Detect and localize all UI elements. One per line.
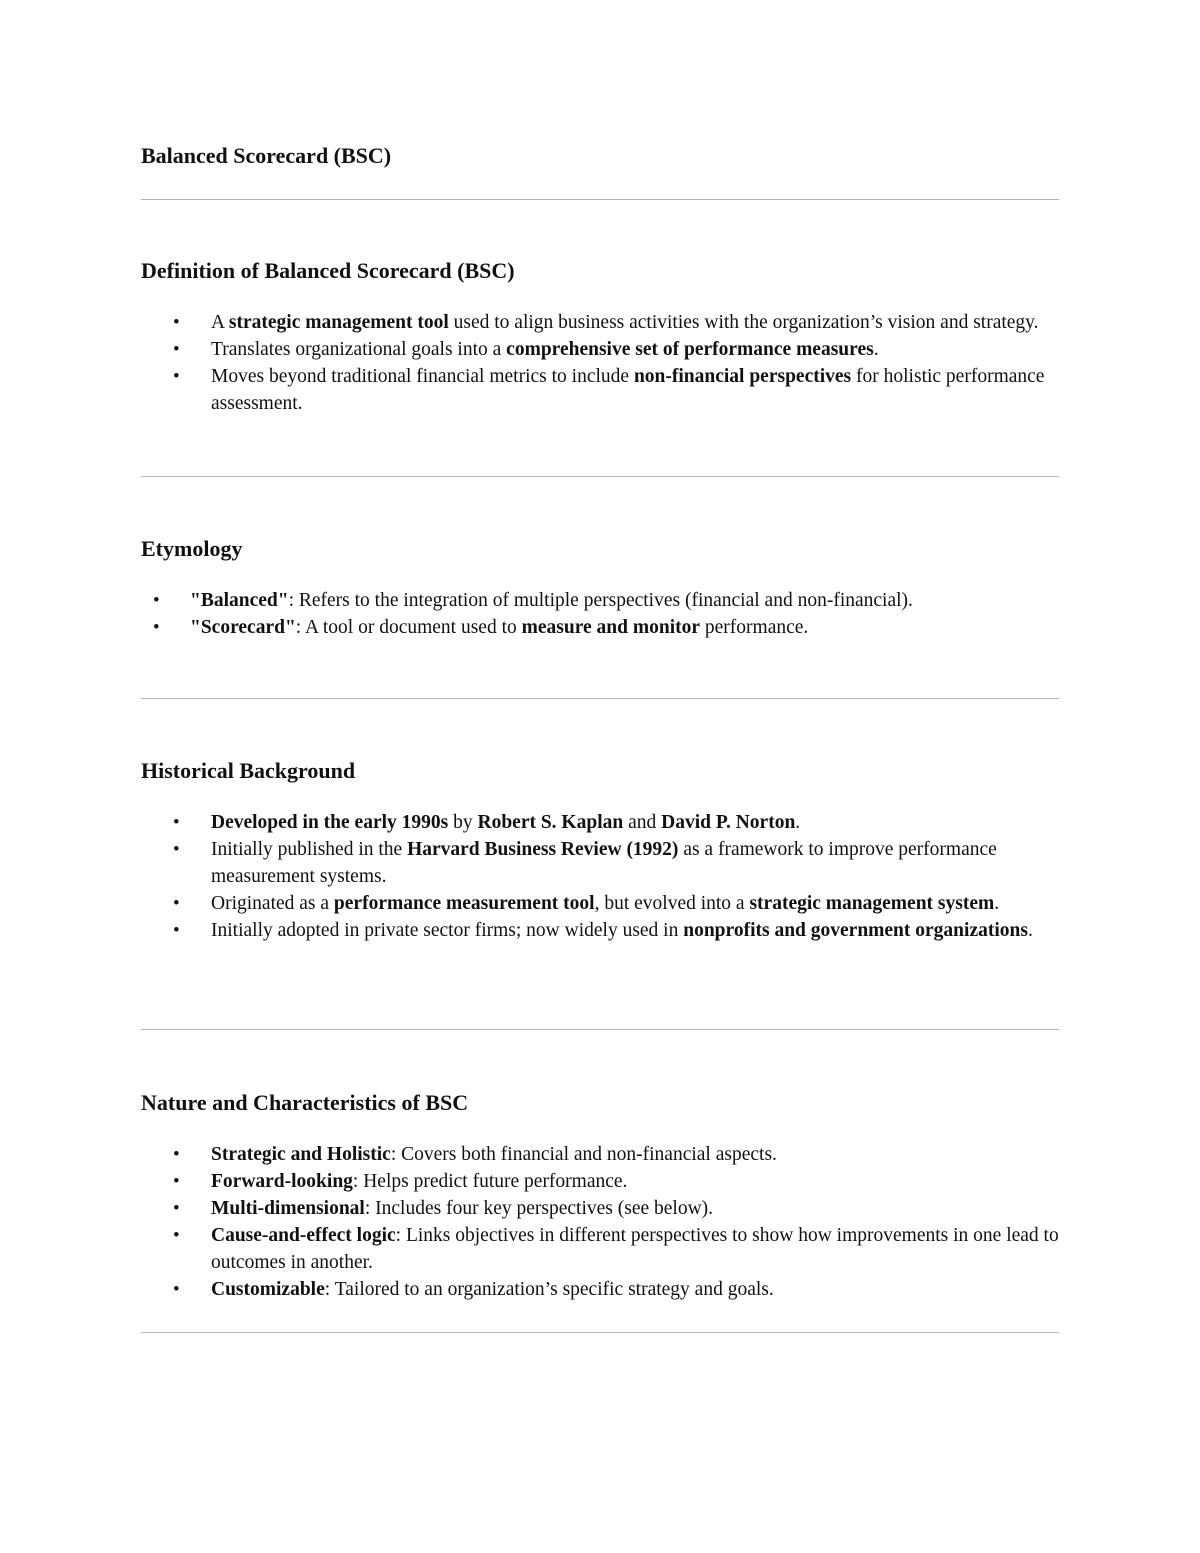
bullet-list bbox=[141, 309, 1059, 417]
text-run: , but evolved into a bbox=[594, 893, 750, 914]
text-run: Initially published in the bbox=[211, 839, 408, 860]
list-item bbox=[141, 1141, 1059, 1168]
bold-text: strategic management system bbox=[749, 893, 995, 914]
section-heading: Historical Background bbox=[141, 758, 356, 783]
text-run: : Covers both financial and non-financial aspects. bbox=[390, 1144, 777, 1165]
list-item bbox=[141, 1222, 1059, 1276]
text-run: . bbox=[795, 812, 801, 833]
bold-text: strategic management tool bbox=[228, 312, 449, 333]
text-run: . bbox=[873, 339, 879, 360]
bold-text: "Balanced" bbox=[190, 590, 289, 611]
list-item bbox=[141, 1195, 1059, 1222]
text-run: Moves beyond traditional financial metrics to include bbox=[211, 366, 634, 387]
text-run: : Tailored to an organization’s specific strategy and goals. bbox=[324, 1279, 774, 1300]
text-run: . bbox=[1027, 920, 1033, 941]
bullet-icon: • bbox=[173, 339, 180, 360]
bullet-list bbox=[141, 1141, 1059, 1303]
list-item bbox=[141, 614, 1059, 641]
text-run: by bbox=[448, 812, 478, 833]
divider bbox=[141, 199, 1059, 200]
bold-text: nonprofits and government organizations bbox=[683, 920, 1028, 941]
section-historical-background bbox=[141, 757, 1059, 944]
text-run: for holistic performance assessment. bbox=[211, 366, 1045, 414]
divider bbox=[141, 1029, 1059, 1030]
bullet-icon: • bbox=[153, 617, 160, 638]
bold-text: comprehensive set of performance measures bbox=[506, 339, 874, 360]
list-item bbox=[141, 890, 1059, 917]
bullet-icon: • bbox=[173, 1144, 180, 1165]
bullet-icon: • bbox=[173, 1198, 180, 1219]
list-item bbox=[141, 809, 1059, 836]
bold-text: measure and monitor bbox=[521, 617, 701, 638]
list-item bbox=[141, 587, 1059, 614]
bold-text: performance measurement tool bbox=[333, 893, 595, 914]
bullet-icon: • bbox=[173, 1171, 180, 1192]
bullet-icon: • bbox=[173, 1225, 180, 1246]
divider bbox=[141, 698, 1059, 699]
bold-text: Multi-dimensional bbox=[211, 1198, 365, 1219]
bullet-icon: • bbox=[153, 590, 160, 611]
bold-text: Harvard Business Review (1992) bbox=[407, 839, 679, 860]
bold-text: Customizable bbox=[211, 1279, 325, 1300]
section-heading: Etymology bbox=[141, 536, 243, 561]
text-run: Translates organizational goals into a bbox=[211, 339, 507, 360]
list-item bbox=[141, 309, 1059, 336]
list-item bbox=[141, 836, 1059, 890]
list-item bbox=[141, 363, 1059, 417]
document-title: Balanced Scorecard (BSC) bbox=[141, 143, 392, 168]
divider bbox=[141, 1332, 1059, 1333]
section-heading: Definition of Balanced Scorecard (BSC) bbox=[141, 258, 515, 283]
text-run: : Refers to the integration of multiple perspectives (financial and non-financial). bbox=[288, 590, 913, 611]
text-run: Originated as a bbox=[211, 893, 334, 914]
text-run: used to align business activities with the organization’s vision and strategy. bbox=[448, 312, 1039, 333]
section-etymology bbox=[141, 535, 1059, 641]
bold-text: Forward-looking bbox=[211, 1171, 353, 1192]
section-nature-characteristics bbox=[141, 1089, 1059, 1303]
text-run: Initially adopted in private sector firms; now widely used in bbox=[211, 920, 684, 941]
bold-text: "Scorecard" bbox=[190, 617, 296, 638]
bold-text: Cause-and-effect logic bbox=[211, 1225, 396, 1246]
bold-text: Robert S. Kaplan bbox=[477, 812, 624, 833]
bold-text: Developed in the early 1990s bbox=[211, 812, 449, 833]
text-run: . bbox=[994, 893, 1000, 914]
bullet-list bbox=[141, 587, 1059, 641]
list-item bbox=[141, 1276, 1059, 1303]
text-run: : A tool or document used to bbox=[295, 617, 522, 638]
bullet-icon: • bbox=[173, 312, 180, 333]
bullet-icon: • bbox=[173, 812, 180, 833]
list-item bbox=[141, 1168, 1059, 1195]
text-run: A bbox=[211, 312, 229, 333]
section-heading: Nature and Characteristics of BSC bbox=[141, 1090, 469, 1115]
text-run: and bbox=[623, 812, 662, 833]
divider bbox=[141, 476, 1059, 477]
bold-text: non-financial perspectives bbox=[633, 366, 852, 387]
text-run: : Links objectives in different perspectives to show how improvements in one lead to outcomes in another. bbox=[211, 1225, 1059, 1273]
text-run: performance. bbox=[700, 617, 809, 638]
text-run: : Helps predict future performance. bbox=[352, 1171, 628, 1192]
bullet-icon: • bbox=[173, 920, 180, 941]
bullet-list bbox=[141, 809, 1059, 944]
list-item bbox=[141, 336, 1059, 363]
bold-text: Strategic and Holistic bbox=[211, 1144, 391, 1165]
text-run: : Includes four key perspectives (see below). bbox=[364, 1198, 714, 1219]
bullet-icon: • bbox=[173, 1279, 180, 1300]
bold-text: David P. Norton bbox=[661, 812, 796, 833]
section-definition bbox=[141, 257, 1059, 417]
text-run: as a framework to improve performance measurement systems. bbox=[211, 839, 997, 887]
list-item bbox=[141, 917, 1059, 944]
bullet-icon: • bbox=[173, 839, 180, 860]
bullet-icon: • bbox=[173, 366, 180, 387]
bullet-icon: • bbox=[173, 893, 180, 914]
